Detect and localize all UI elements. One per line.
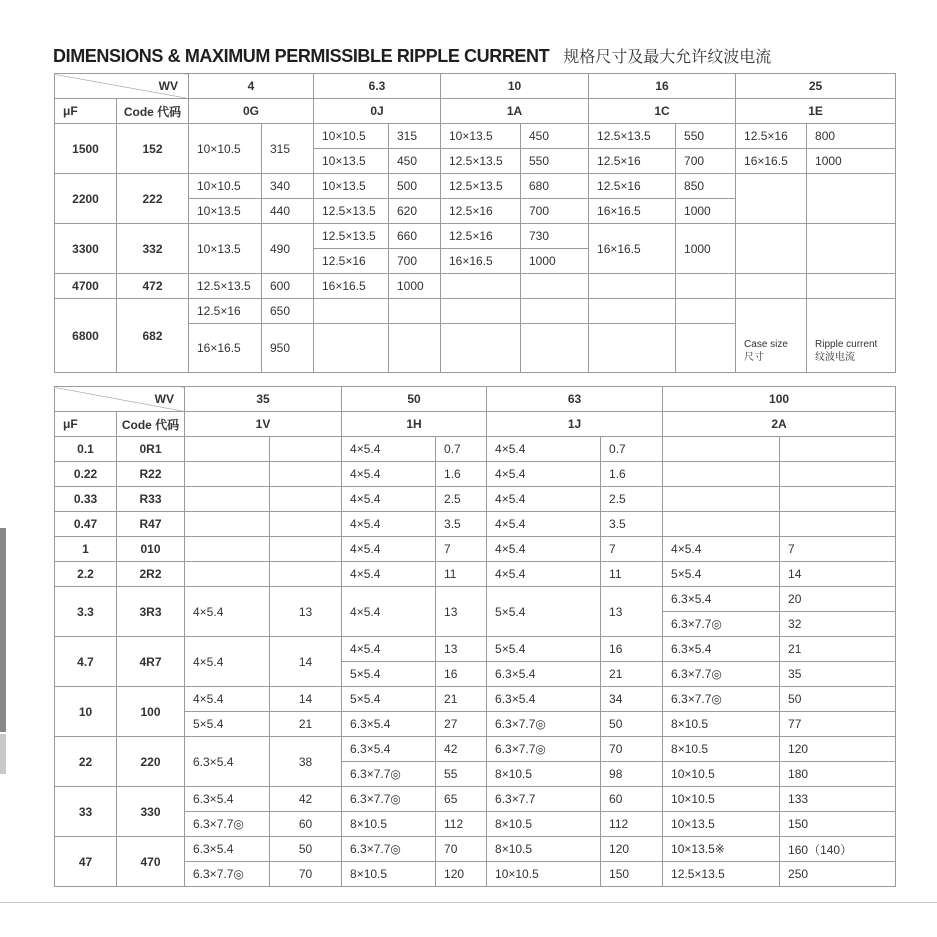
case-size: 10×10.5 [487,862,601,887]
case-size: 6.3×7.7◎ [663,687,780,712]
ripple-current: 133 [780,787,896,812]
ripple-current: 315 [389,124,441,149]
ripple-current [270,562,342,587]
ripple-current: 11 [601,562,663,587]
ripple-current [270,462,342,487]
ripple-current: 950 [262,324,314,373]
ripple-current: 20 [780,587,896,612]
ripple-current: 730 [521,224,589,249]
voltage-16: 16 [589,74,736,99]
legend-case-size-en: Case size [744,339,788,350]
ripple-current: 2.5 [436,487,487,512]
ripple-current: 55 [436,762,487,787]
capacitance: 6800 [55,299,117,373]
ripple-current: 13 [601,587,663,637]
code: 4R7 [117,637,185,687]
case-size: 6.3×5.4 [663,637,780,662]
code: R22 [117,462,185,487]
ripple-current: 1.6 [601,462,663,487]
empty-cell [676,274,736,299]
ripple-current: 7 [601,537,663,562]
case-size: 6.3×5.4 [185,837,270,862]
legend-case-size [736,299,807,373]
ripple-current: 14 [270,687,342,712]
code-header: Code 代码 [117,99,189,124]
ripple-current: 700 [521,199,589,224]
ripple-current: 3.5 [601,512,663,537]
capacitance: 4.7 [55,637,117,687]
case-size: 12.5×16 [589,174,676,199]
ripple-current: 60 [601,787,663,812]
case-size: 16×16.5 [736,149,807,174]
ripple-current: 7 [780,537,896,562]
voltage-10: 10 [441,74,589,99]
ripple-current: 500 [389,174,441,199]
code-1v: 1V [185,412,342,437]
wv-header: WV [55,74,189,99]
voltage-25: 25 [736,74,896,99]
code-1a: 1A [441,99,589,124]
case-size [663,462,780,487]
case-size: 4×5.4 [487,462,601,487]
empty-cell [589,324,676,373]
ripple-current: 32 [780,612,896,637]
case-size: 6.3×5.4 [487,662,601,687]
table-row [55,537,896,562]
case-size: 4×5.4 [487,437,601,462]
ripple-current: 2.5 [601,487,663,512]
case-size: 4×5.4 [342,487,436,512]
empty-cell [521,274,589,299]
ripple-current [270,437,342,462]
page-title [53,44,913,74]
empty-cell [807,174,896,224]
table-row [55,837,896,862]
case-size: 6.3×5.4 [342,737,436,762]
case-size: 6.3×7.7◎ [185,812,270,837]
ripple-current: 70 [601,737,663,762]
voltage-50: 50 [342,387,487,412]
case-size: 4×5.4 [185,687,270,712]
ripple-current: 340 [262,174,314,199]
case-size: 12.5×13.5 [189,274,262,299]
ripple-current: 1.6 [436,462,487,487]
ripple-current: 112 [436,812,487,837]
case-size: 5×5.4 [342,687,436,712]
ripple-current: 21 [780,637,896,662]
ripple-current: 70 [270,862,342,887]
ripple-current: 60 [270,812,342,837]
case-size: 6.3×7.7 [487,787,601,812]
ripple-current: 70 [436,837,487,862]
capacitance: 0.47 [55,512,117,537]
empty-cell [807,274,896,299]
case-size: 12.5×16 [441,199,521,224]
case-size: 8×10.5 [663,712,780,737]
ripple-current: 13 [436,637,487,662]
case-size [663,512,780,537]
ripple-current: 700 [676,149,736,174]
ripple-current: 0.7 [436,437,487,462]
code-1c: 1C [589,99,736,124]
case-size: 8×10.5 [342,812,436,837]
case-size: 6.3×5.4 [342,712,436,737]
ripple-current: 660 [389,224,441,249]
case-size: 10×10.5 [663,787,780,812]
case-size: 6.3×5.4 [185,737,270,787]
ripple-current [780,437,896,462]
legend-ripple-zh: 纹波电流 [815,352,856,363]
ripple-table-high-voltage [54,386,896,887]
ripple-current: 11 [436,562,487,587]
code-0j: 0J [314,99,441,124]
empty-cell [736,224,807,274]
code: 332 [117,224,189,274]
legend-ripple-current [807,299,896,373]
ripple-current: 700 [389,249,441,274]
code: 010 [117,537,185,562]
empty-cell [736,274,807,299]
empty-cell [807,224,896,274]
empty-cell [521,299,589,324]
case-size: 5×5.4 [663,562,780,587]
uf-header: μF [55,99,117,124]
case-size: 10×10.5 [314,124,389,149]
case-size: 16×16.5 [314,274,389,299]
capacitance: 2.2 [55,562,117,587]
ripple-current: 14 [270,637,342,687]
ripple-current: 1000 [676,199,736,224]
table-row [55,512,896,537]
empty-cell [589,299,676,324]
capacitance: 4700 [55,274,117,299]
ripple-current: 77 [780,712,896,737]
code: R33 [117,487,185,512]
ripple-current: 42 [436,737,487,762]
case-size: 5×5.4 [487,637,601,662]
code: 470 [117,837,185,887]
code: R47 [117,512,185,537]
case-size: 8×10.5 [487,812,601,837]
ripple-current: 650 [262,299,314,324]
case-size: 10×13.5 [314,174,389,199]
case-size: 16×16.5 [189,324,262,373]
case-size: 10×13.5 [441,124,521,149]
case-size: 4×5.4 [342,587,436,637]
ripple-current: 14 [780,562,896,587]
ripple-current: 7 [436,537,487,562]
ripple-current: 50 [780,687,896,712]
case-size: 12.5×16 [189,299,262,324]
table-row [55,224,896,249]
table-row [55,487,896,512]
case-size: 10×13.5 [314,149,389,174]
case-size: 5×5.4 [185,712,270,737]
ripple-current: 16 [601,637,663,662]
case-size: 4×5.4 [487,562,601,587]
ripple-current [780,462,896,487]
case-size: 12.5×13.5 [314,224,389,249]
case-size: 6.3×7.7◎ [342,837,436,862]
table-row [55,462,896,487]
voltage-35: 35 [185,387,342,412]
code-1j: 1J [487,412,663,437]
ripple-current: 180 [780,762,896,787]
capacitance: 0.22 [55,462,117,487]
empty-cell [589,274,676,299]
ripple-current: 21 [436,687,487,712]
table-row [55,437,896,462]
code-1h: 1H [342,412,487,437]
ripple-current: 1000 [807,149,896,174]
ripple-current [270,512,342,537]
empty-cell [441,299,521,324]
code: 330 [117,787,185,837]
case-size: 4×5.4 [487,512,601,537]
case-size: 8×10.5 [487,837,601,862]
ripple-current: 120 [436,862,487,887]
case-size: 12.5×13.5 [663,862,780,887]
case-size [185,462,270,487]
case-size: 4×5.4 [185,587,270,637]
case-size [185,512,270,537]
ripple-current: 0.7 [601,437,663,462]
uf-header: μF [55,412,117,437]
code: 220 [117,737,185,787]
case-size [185,562,270,587]
case-size: 10×10.5 [189,124,262,174]
code: 2R2 [117,562,185,587]
ripple-current: 112 [601,812,663,837]
ripple-current: 38 [270,737,342,787]
ripple-current: 3.5 [436,512,487,537]
case-size: 8×10.5 [487,762,601,787]
code-0g: 0G [189,99,314,124]
ripple-current: 21 [270,712,342,737]
case-size: 4×5.4 [342,512,436,537]
case-size: 5×5.4 [342,662,436,687]
case-size: 4×5.4 [342,637,436,662]
ripple-current: 550 [676,124,736,149]
case-size: 6.3×5.4 [487,687,601,712]
case-size: 16×16.5 [589,199,676,224]
case-size: 4×5.4 [342,462,436,487]
ripple-current: 50 [601,712,663,737]
code: 0R1 [117,437,185,462]
case-size [663,487,780,512]
case-size: 4×5.4 [663,537,780,562]
voltage-6-3: 6.3 [314,74,441,99]
capacitance: 47 [55,837,117,887]
case-size: 4×5.4 [342,537,436,562]
case-size: 12.5×16 [736,124,807,149]
case-size [663,437,780,462]
case-size: 6.3×5.4 [185,787,270,812]
ripple-current: 1000 [676,224,736,274]
case-size: 6.3×7.7◎ [487,712,601,737]
case-size: 6.3×7.7◎ [342,762,436,787]
page-bottom-rule [0,902,937,903]
ripple-current: 50 [270,837,342,862]
case-size: 12.5×13.5 [441,174,521,199]
code: 472 [117,274,189,299]
table-row [55,174,896,199]
ripple-current: 450 [521,124,589,149]
ripple-current [780,512,896,537]
ripple-current: 65 [436,787,487,812]
page-edge-mark [0,528,6,732]
voltage-4: 4 [189,74,314,99]
capacitance: 2200 [55,174,117,224]
table-row [55,562,896,587]
case-size: 6.3×7.7◎ [663,662,780,687]
ripple-current: 1000 [389,274,441,299]
ripple-current: 600 [262,274,314,299]
capacitance: 0.33 [55,487,117,512]
ripple-current: 21 [601,662,663,687]
empty-cell [521,324,589,373]
case-size: 10×10.5 [663,762,780,787]
table-row [55,124,896,149]
title-english: DIMENSIONS & MAXIMUM PERMISSIBLE RIPPLE CURRENT [53,46,550,66]
code-header: Code 代码 [117,412,185,437]
case-size: 16×16.5 [589,224,676,274]
empty-cell [389,299,441,324]
case-size: 10×13.5 [189,199,262,224]
ripple-current: 440 [262,199,314,224]
ripple-current: 27 [436,712,487,737]
ripple-current: 490 [262,224,314,274]
table-row [55,587,896,612]
code: 100 [117,687,185,737]
ripple-current: 13 [436,587,487,637]
capacitance: 22 [55,737,117,787]
case-size [185,437,270,462]
case-size: 4×5.4 [487,487,601,512]
case-size: 10×10.5 [189,174,262,199]
case-size: 5×5.4 [487,587,601,637]
case-size: 6.3×7.7◎ [663,612,780,637]
code: 222 [117,174,189,224]
empty-cell [314,324,389,373]
table-row [55,274,896,299]
empty-cell [441,324,521,373]
case-size: 8×10.5 [663,737,780,762]
capacitance: 1 [55,537,117,562]
ripple-current: 315 [262,124,314,174]
empty-cell [736,174,807,224]
case-size: 8×10.5 [342,862,436,887]
table-row [55,787,896,812]
ripple-current: 680 [521,174,589,199]
ripple-current: 16 [436,662,487,687]
ripple-current: 98 [601,762,663,787]
ripple-current: 620 [389,199,441,224]
page-edge-mark [0,734,6,774]
capacitance: 0.1 [55,437,117,462]
case-size: 12.5×16 [589,149,676,174]
table-row [55,737,896,762]
case-size: 4×5.4 [487,537,601,562]
case-size: 12.5×13.5 [589,124,676,149]
ripple-current: 150 [780,812,896,837]
case-size: 4×5.4 [185,637,270,687]
ripple-current: 450 [389,149,441,174]
case-size: 10×13.5 [663,812,780,837]
title-chinese: 规格尺寸及最大允许纹波电流 [563,47,772,66]
capacitance: 10 [55,687,117,737]
ripple-current: 13 [270,587,342,637]
code-2a: 2A [663,412,896,437]
ripple-current: 120 [780,737,896,762]
empty-cell [389,324,441,373]
ripple-current [780,487,896,512]
ripple-current: 850 [676,174,736,199]
ripple-current: 550 [521,149,589,174]
ripple-current: 160（140） [780,837,896,862]
ripple-current [270,537,342,562]
empty-cell [314,299,389,324]
voltage-100: 100 [663,387,896,412]
capacitance: 33 [55,787,117,837]
ripple-current: 42 [270,787,342,812]
code: 3R3 [117,587,185,637]
code: 152 [117,124,189,174]
code-1e: 1E [736,99,896,124]
ripple-current: 800 [807,124,896,149]
ripple-current: 150 [601,862,663,887]
wv-header: WV [55,387,185,412]
case-size [185,537,270,562]
empty-cell [676,324,736,373]
empty-cell [676,299,736,324]
capacitance: 1500 [55,124,117,174]
empty-cell [441,274,521,299]
ripple-current [270,487,342,512]
ripple-current: 120 [601,837,663,862]
case-size [185,487,270,512]
case-size: 16×16.5 [441,249,521,274]
table-row [55,637,896,662]
legend-case-size-zh: 尺寸 [744,352,765,363]
case-size: 12.5×13.5 [314,199,389,224]
legend-ripple-en: Ripple current [815,339,878,350]
case-size: 4×5.4 [342,562,436,587]
ripple-current: 34 [601,687,663,712]
code: 682 [117,299,189,373]
table-row [55,687,896,712]
case-size: 4×5.4 [342,437,436,462]
case-size: 10×13.5 [189,224,262,274]
case-size: 12.5×16 [441,224,521,249]
ripple-current: 35 [780,662,896,687]
ripple-table-low-voltage [54,73,896,373]
case-size: 6.3×7.7◎ [487,737,601,762]
capacitance: 3300 [55,224,117,274]
voltage-63: 63 [487,387,663,412]
case-size: 6.3×5.4 [663,587,780,612]
case-size: 6.3×7.7◎ [185,862,270,887]
case-size: 10×13.5※ [663,837,780,862]
ripple-current: 1000 [521,249,589,274]
ripple-current: 250 [780,862,896,887]
capacitance: 3.3 [55,587,117,637]
case-size: 12.5×16 [314,249,389,274]
case-size: 12.5×13.5 [441,149,521,174]
table-row [55,299,896,324]
case-size: 6.3×7.7◎ [342,787,436,812]
